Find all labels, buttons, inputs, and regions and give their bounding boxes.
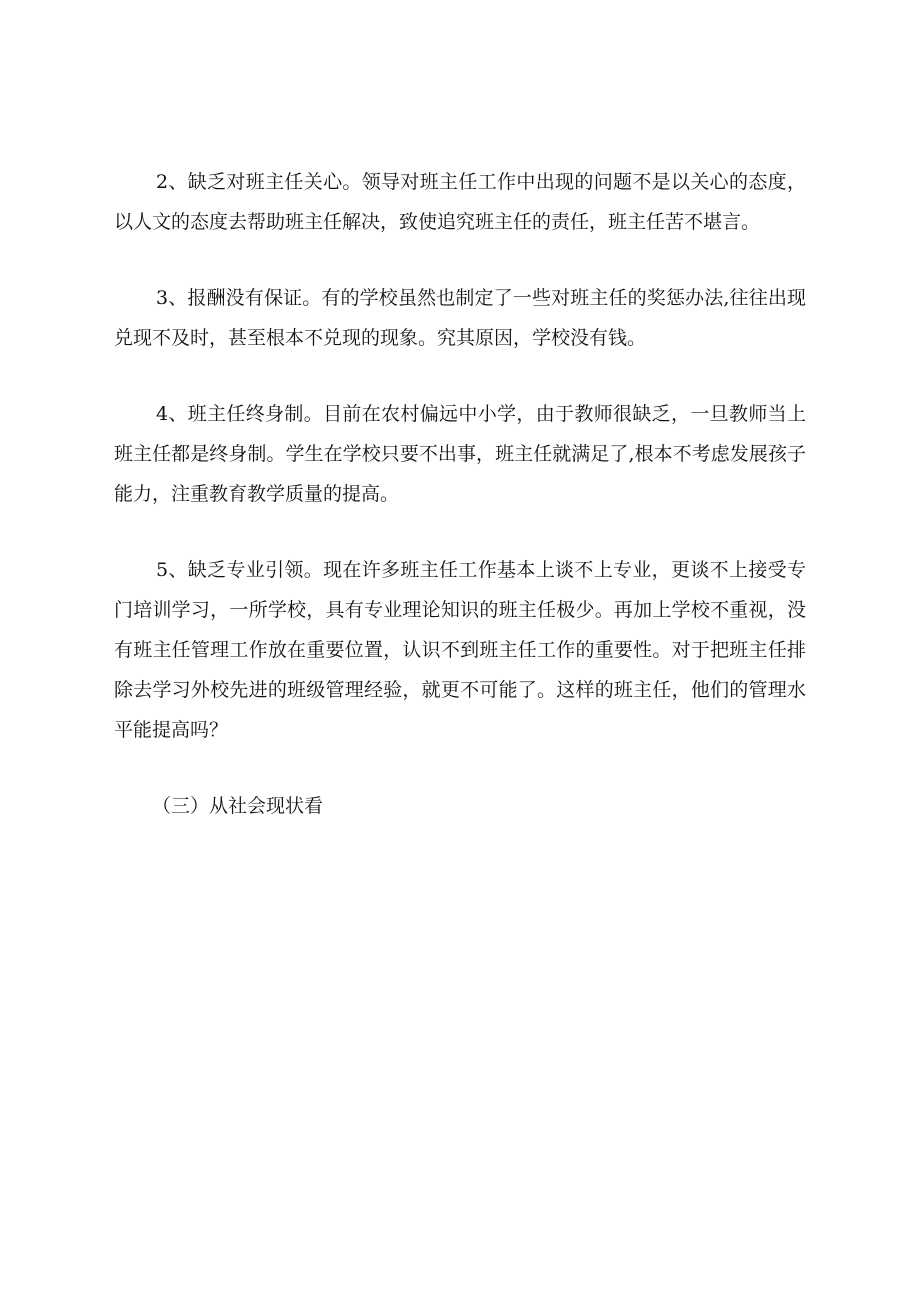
paragraph-5: 5、缺乏专业引领。现在许多班主任工作基本上谈不上专业，更谈不上接受专门培训学习，一所学校，具有专业理论知识的班主任极少。再加上学校不重视，没有班主任管理工作放在重要位置，认识不到班主任工作的重要性。对于把班主任排除去学习外校先进的班级管理经验，就更不可能了。这样的班主任，他们的管理水平能提高吗？ — [114, 559, 806, 741]
paragraph-3: 3、报酬没有保证。有的学校虽然也制定了一些对班主任的奖惩办法,往往出现兑现不及时，甚至根本不兑现的现象。究其原因，学校没有钱。 — [114, 287, 806, 349]
paragraph-4: 4、班主任终身制。目前在农村偏远中小学，由于教师很缺乏，一旦教师当上班主任都是终身制。学生在学校只要不出事，班主任就满足了,根本不考虑发展孩子能力，注重教育教学质量的提高。 — [114, 403, 806, 505]
document-body — [114, 162, 806, 862]
paragraph-2: 2、缺乏对班主任关心。领导对班主任工作中出现的问题不是以关心的态度，以人文的态度去帮助班主任解决，致使追究班主任的责任，班主任苦不堪言。 — [114, 171, 806, 233]
section-heading: （三）从社会现状看 — [152, 795, 324, 817]
